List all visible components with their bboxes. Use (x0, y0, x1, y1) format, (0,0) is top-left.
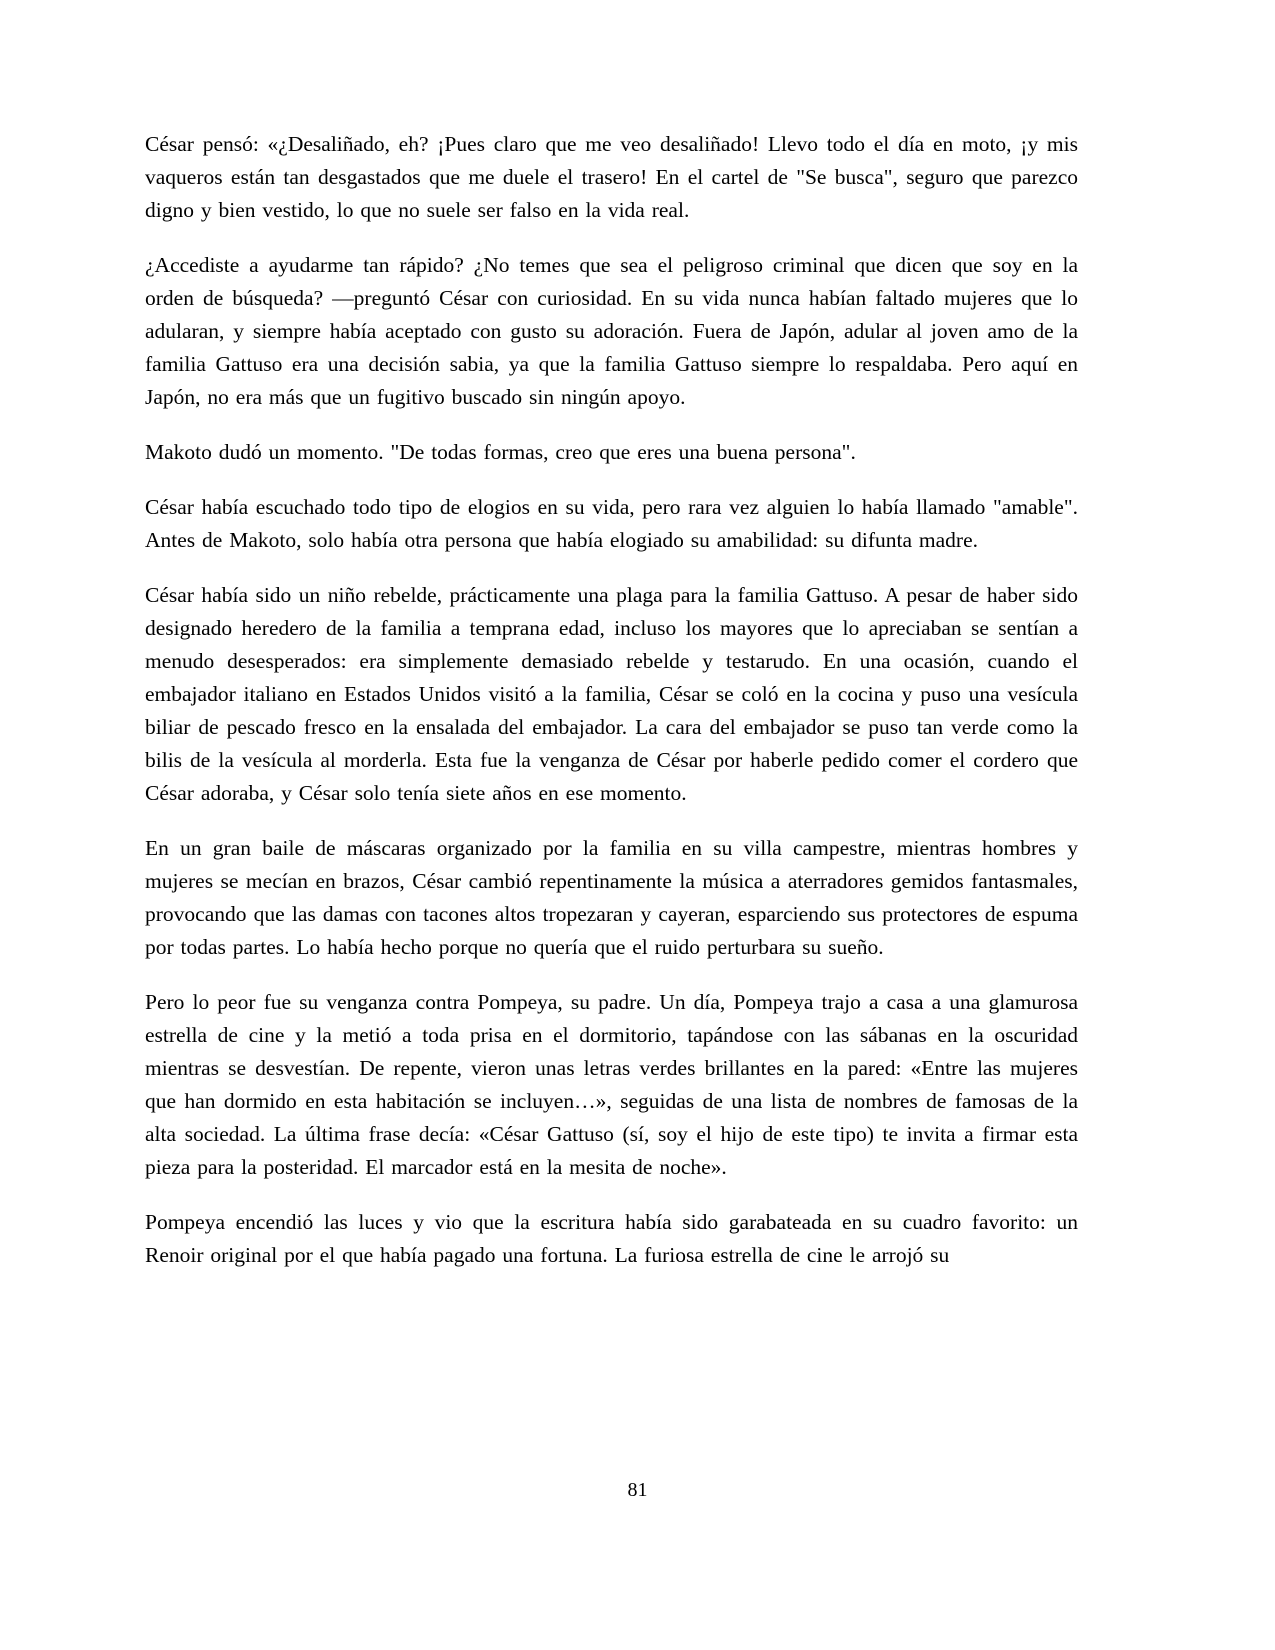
paragraph: En un gran baile de máscaras organizado por la familia en su villa campestre, mientras hombres y mujeres se mecían en brazos, César cambió repentinamente la música a aterradores gemidos fantasmales, provocando que las damas con tacones altos tropezaran y cayeran, esparciendo sus protectores de espuma por todas partes. Lo había hecho porque no quería que el ruido perturbara su sueño. (145, 836, 1078, 959)
paragraph: César había sido un niño rebelde, prácticamente una plaga para la familia Gattuso. A pesar de haber sido designado heredero de la familia a temprana edad, incluso los mayores que lo apreciaban se sentían a menudo desesperados: era simplemente demasiado rebelde y testarudo. En una ocasión, cuando el embajador italiano en Estados Unidos visitó a la familia, César se coló en la cocina y puso una vesícula biliar de pescado fresco en la ensalada del embajador. La cara del embajador se puso tan verde como la bilis de la vesícula al morderla. Esta fue la venganza de César por haberle pedido comer el cordero que César adoraba, y César solo tenía siete años en ese momento. (145, 583, 1078, 805)
paragraph: Pompeya encendió las luces y vio que la escritura había sido garabateada en su cuadro favorito: un Renoir original por el que había pagado una fortuna. La furiosa estrella de cine le arrojó su (145, 1210, 1078, 1267)
paragraph: ¿Accediste a ayudarme tan rápido? ¿No temes que sea el peligroso criminal que dicen que soy en la orden de búsqueda? —preguntó César con curiosidad. En su vida nunca habían faltado mujeres que lo adularan, y siempre había aceptado con gusto su adoración. Fuera de Japón, adular al joven amo de la familia Gattuso era una decisión sabia, ya que la familia Gattuso siempre lo respaldaba. Pero aquí en Japón, no era más que un fugitivo buscado sin ningún apoyo. (145, 253, 1078, 409)
paragraph: Makoto dudó un momento. "De todas formas, creo que eres una buena persona". (145, 440, 856, 464)
text-content (145, 128, 1078, 1294)
paragraph: César había escuchado todo tipo de elogios en su vida, pero rara vez alguien lo había llamado "amable". Antes de Makoto, solo había otra persona que había elogiado su amabilidad: su difunta madre. (145, 495, 1078, 552)
paragraph: César pensó: «¿Desaliñado, eh? ¡Pues claro que me veo desaliñado! Llevo todo el día en moto, ¡y mis vaqueros están tan desgastados que me duele el trasero! En el cartel de "Se busca", seguro que parezco digno y bien vestido, lo que no suele ser falso en la vida real. (145, 132, 1078, 222)
paragraph: Pero lo peor fue su venganza contra Pompeya, su padre. Un día, Pompeya trajo a casa a una glamurosa estrella de cine y la metió a toda prisa en el dormitorio, tapándose con las sábanas en la oscuridad mientras se desvestían. De repente, vieron unas letras verdes brillantes en la pared: «Entre las mujeres que han dormido en esta habitación se incluyen…», seguidas de una lista de nombres de famosas de la alta sociedad. La última frase decía: «César Gattuso (sí, soy el hijo de este tipo) te invita a firmar esta pieza para la posteridad. El marcador está en la mesita de noche». (145, 990, 1078, 1179)
page-number: 81 (627, 1479, 648, 1501)
